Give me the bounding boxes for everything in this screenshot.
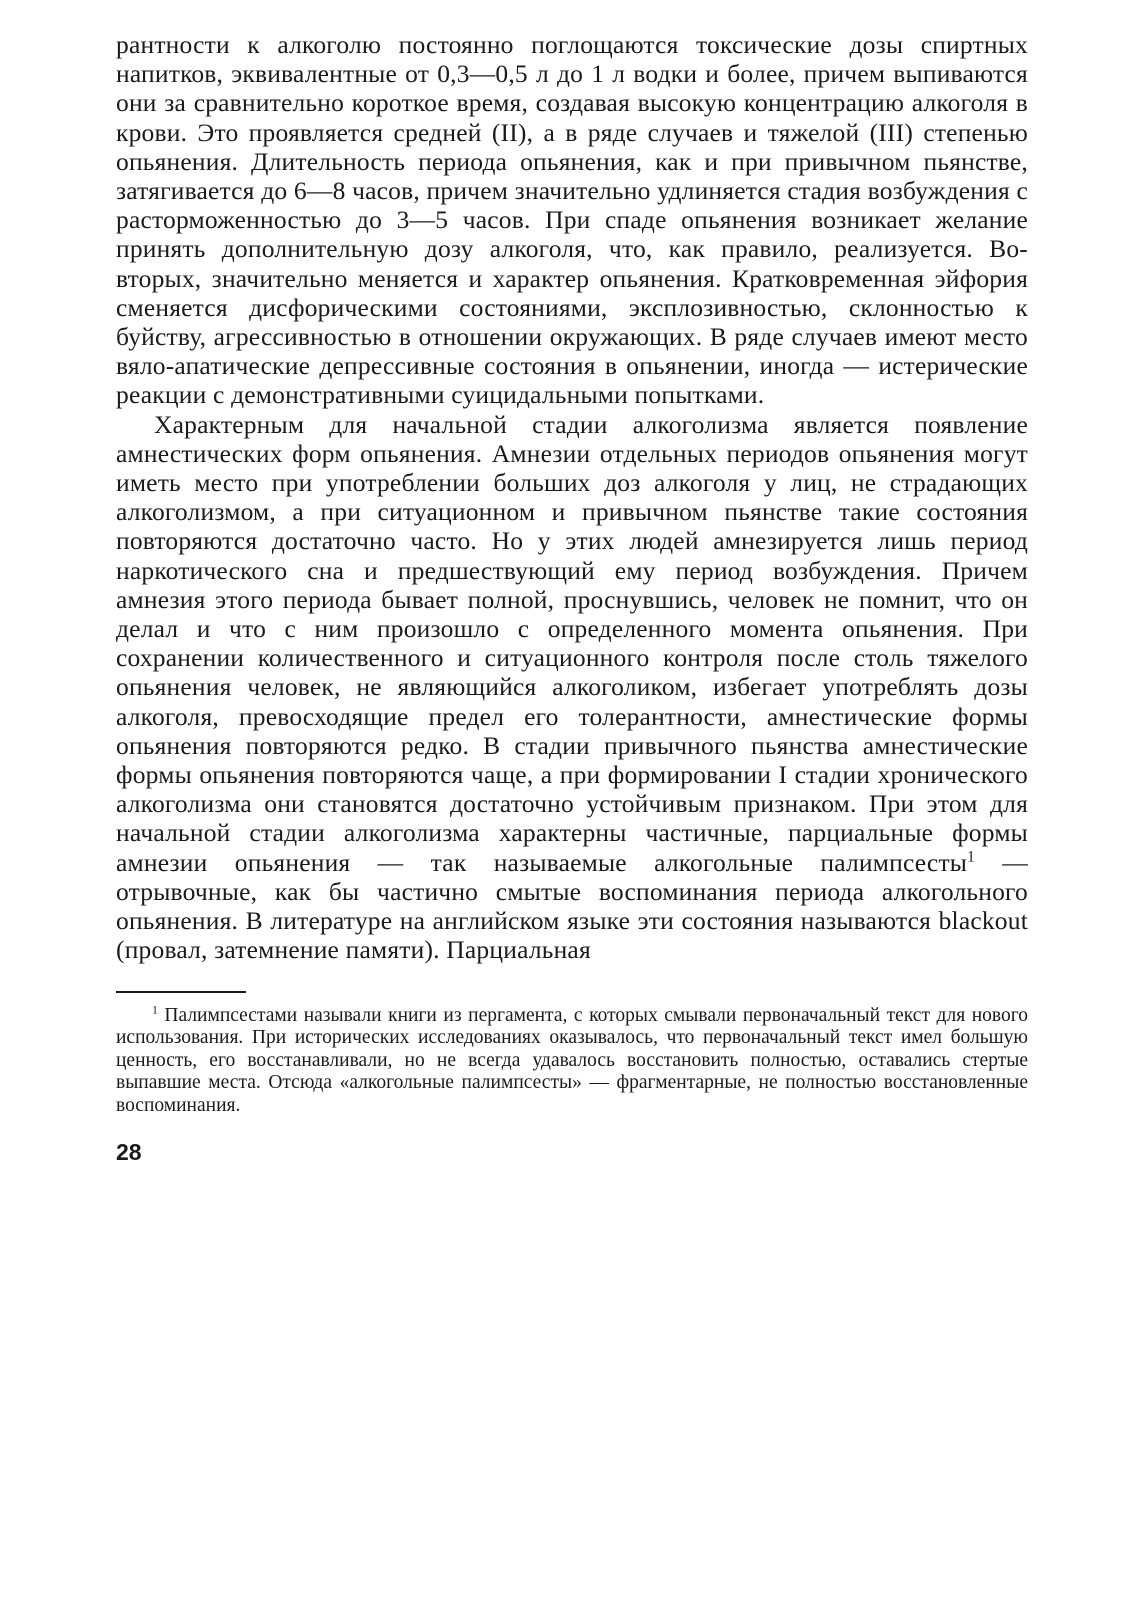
body-paragraph-2 <box>116 410 1028 965</box>
footnote-divider <box>116 991 246 993</box>
page-number: 28 <box>116 1139 142 1165</box>
footnote-text: Палимпсестами называли книги из пергамента, с которых смывали первоначальный текст для нового использования. При исторических исследованиях оказывалось, что первоначальный текст имел большую ценность, его восстанавливали, но не всегда удавалось восстановить полностью, оставались стертые выпавшие места. Отсюда «алкогольные палимпсесты» — фрагментарные, не полностью восстановленные воспоминания. <box>116 1004 1028 1116</box>
body-paragraph-2-text: Характерным для начальной стадии алкоголизма является появление амнестических форм опьянения. Амнезии отдельных периодов опьянения могут иметь место при употреблении больших доз алкоголя у лиц, не страдающих алкоголизмом, а при ситуационном и привычном пьянстве такие состояния повторяются достаточно часто. Но у этих людей амнезируется лишь период наркотического сна и предшествующий ему период возбуждения. Причем амнезия этого периода бывает полной, проснувшись, человек не помнит, что он делал и что с ним произошло с определенного момента опьянения. При сохранении количественного и ситуационного контроля после столь тяжелого опьянения человек, не являющийся алкоголиком, избегает употреблять дозы алкоголя, превосходящие предел его толерантности, амнестические формы опьянения повторяются редко. В стадии привычного пьянства амнестические формы опьянения повторяются чаще, а при формировании I стадии хронического алкоголизма они становятся достаточно устойчивым признаком. При этом для начальной стадии алкоголизма характерны частичные, парциальные формы амнезии опьянения — так называемые алкогольные палимпсесты <box>116 409 1028 877</box>
body-paragraph-1: рантности к алкоголю постоянно поглощаются токсические дозы спиртных напитков, эквивалентные от 0,3—0,5 л до 1 л водки и более, причем выпиваются они за сравнительно короткое время, создавая высокую концентрацию алкоголя в крови. Это проявляется средней (II), а в ряде случаев и тяжелой (III) степенью опьянения. Длительность периода опьянения, как и при привычном пьянстве, затягивается до 6—8 часов, причем значительно удлиняется стадия возбуждения с расторможенностью до 3—5 часов. При спаде опьянения возникает желание принять дополнительную дозу алкоголя, что, как правило, реализуется. Во-вторых, значительно меняется и характер опьянения. Кратковременная эйфория сменяется дисфорическими состояниями, эксплозивностью, склонностью к буйству, агрессивностью в отношении окружающих. В ряде случаев имеют место вяло-апатические депрессивные состояния в опьянении, иногда — истерические реакции с демонстративными суицидальными попытками. <box>116 30 1028 410</box>
footnote-reference: 1 <box>967 848 975 866</box>
footnote-mark: 1 <box>152 1003 158 1016</box>
book-page <box>116 30 1028 1166</box>
body-paragraph-2-text-continued: — отрывочные, как бы частично смытые воспоминания периода алкогольного опьянения. В литературе на английском языке эти состояния называются blackout (провал, затемнение памяти). Парциальная <box>116 847 1028 965</box>
footnote <box>116 1005 1028 1118</box>
